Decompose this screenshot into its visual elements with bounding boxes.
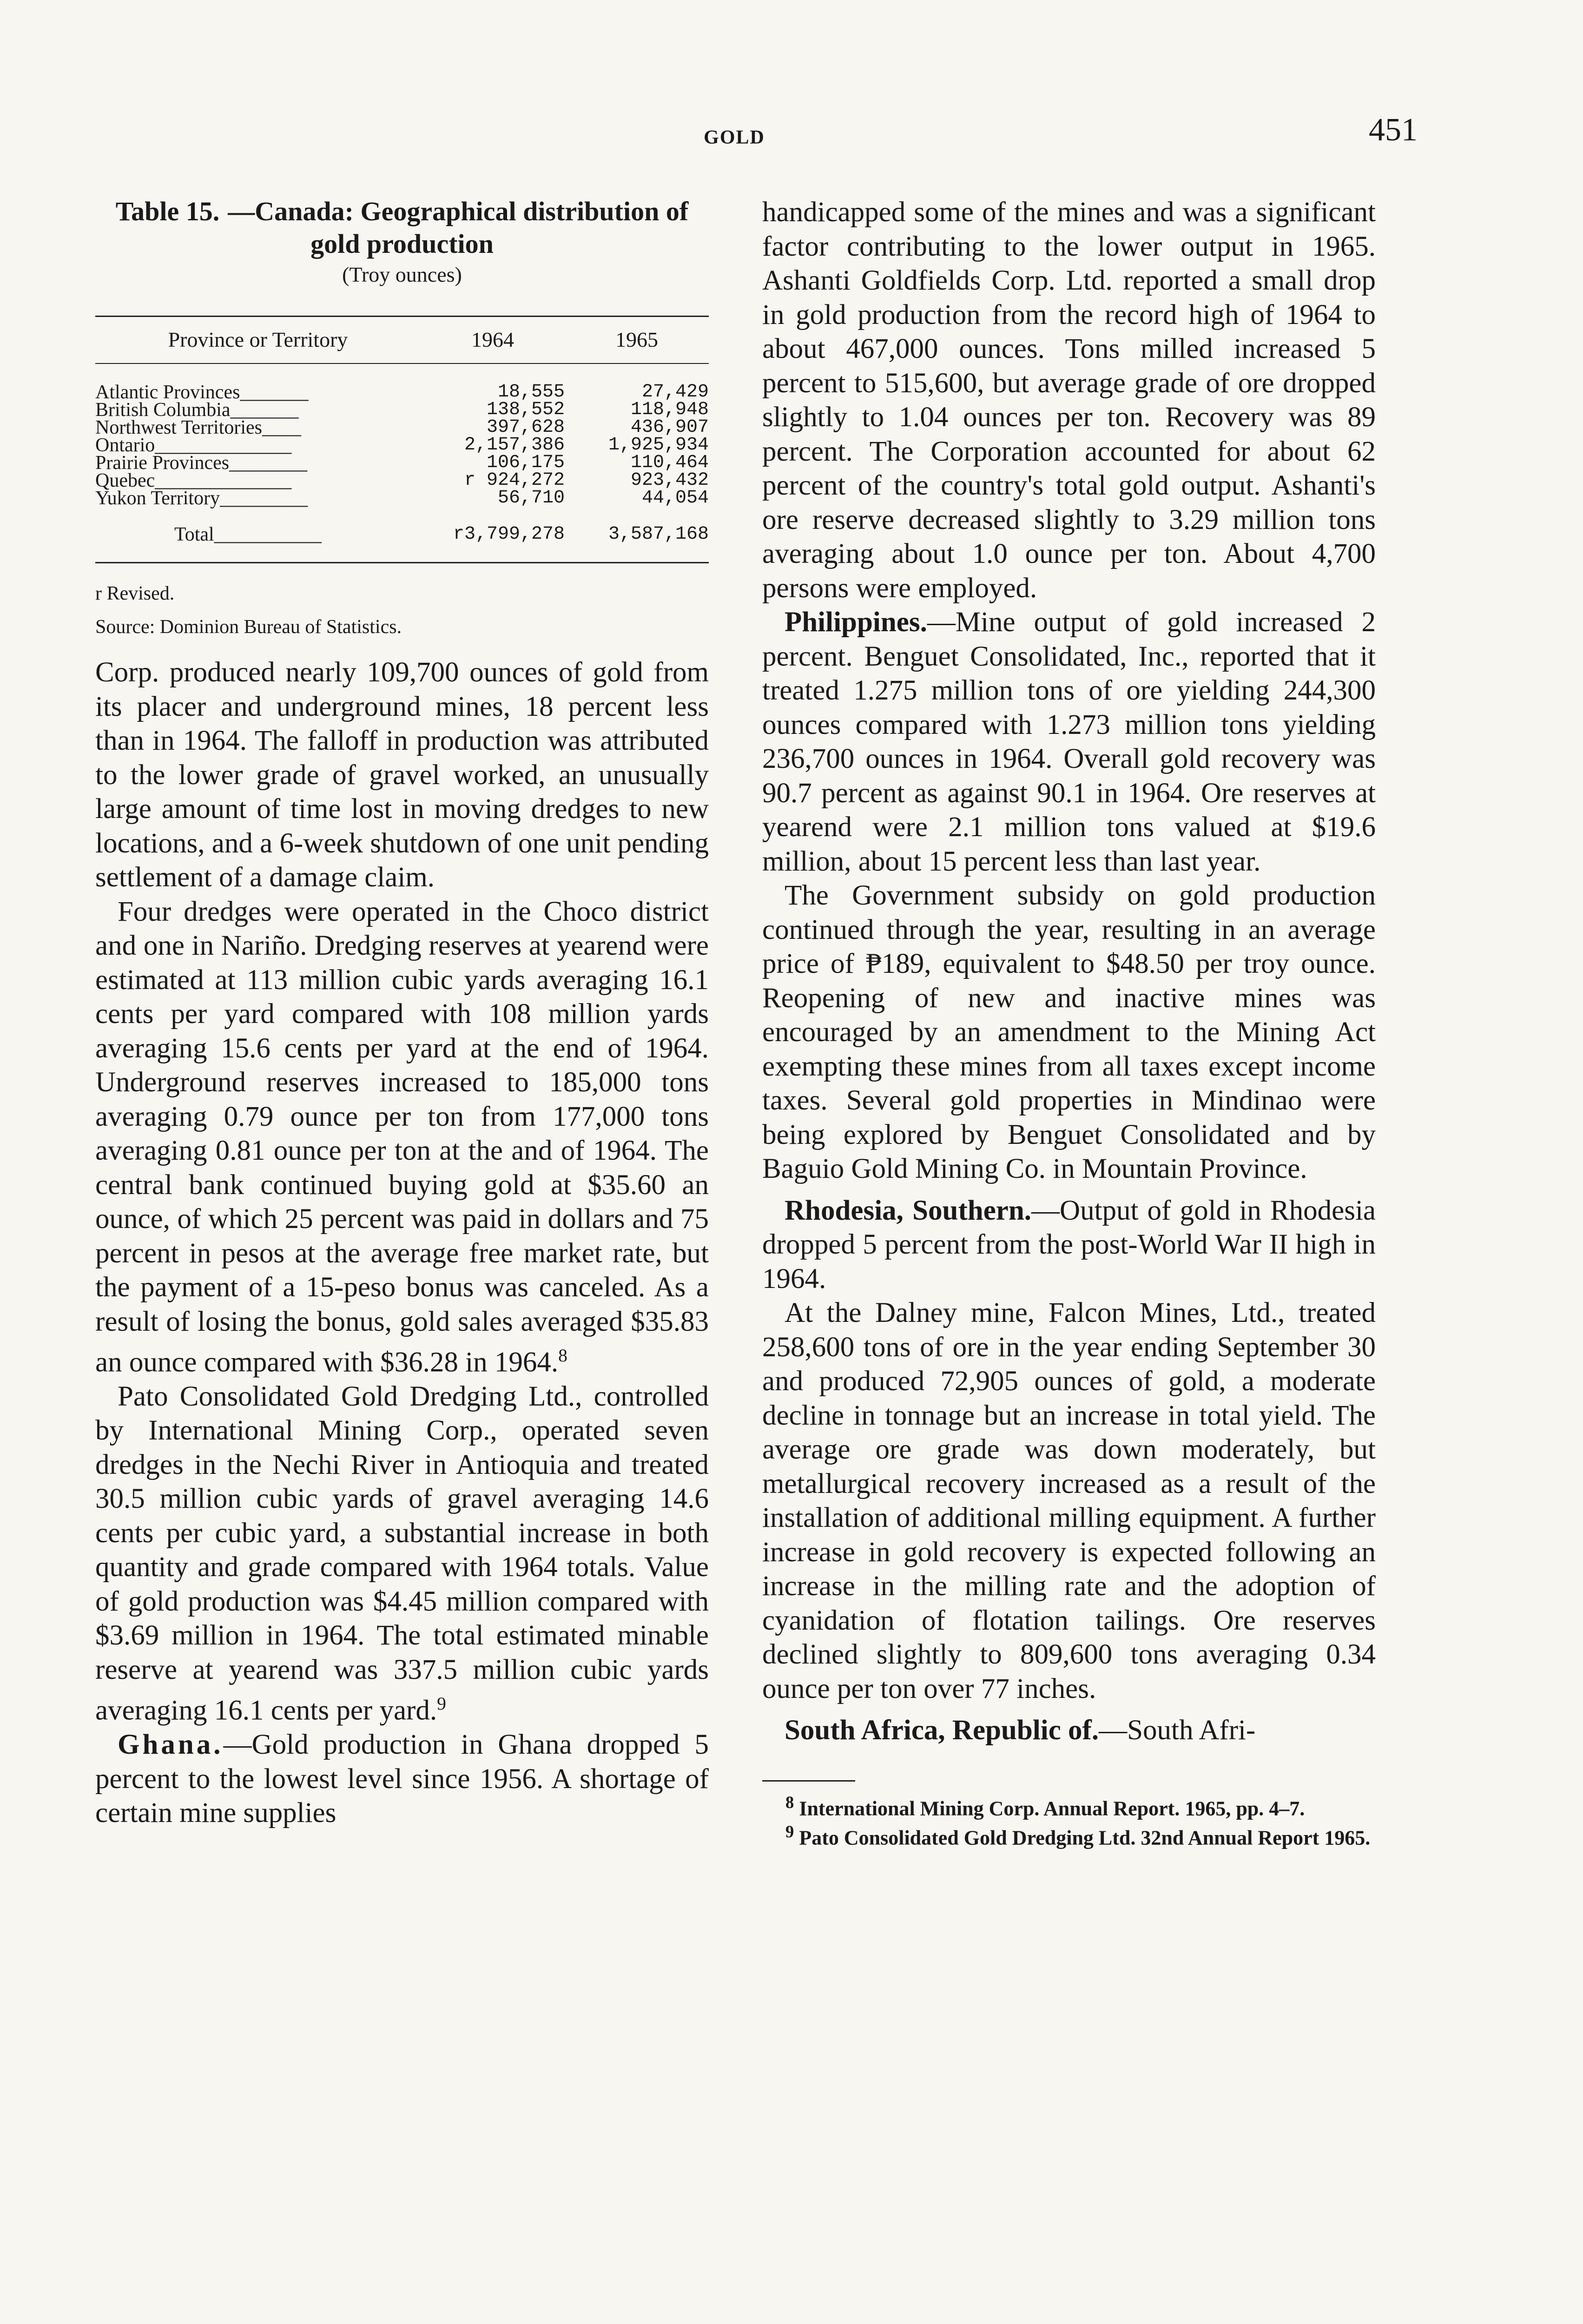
row-label: Quebec______________ — [95, 470, 292, 491]
row-label: Atlantic Provinces_______ — [95, 382, 309, 403]
paragraph: Four dredges were operated in the Choco district and one in Nariño. Dredging reserves at yearend were estimated at 113 million cubic yards averaging 16.1 cents per yard compared with 108 million yards averaging 15.6 cents per yard at the end of 1964. Underground reserves increased to 185,000 tons averaging 0.79 ounce per ton from 177,000 tons averaging 0.81 ounce per ton at the and of 1964. The central bank continued buying gold at $35.60 an ounce, of which 25 percent was paid in dollars and 75 percent in pesos at the average free market rate, but the payment of a 15-peso bonus was canceled. As a result of losing the bonus, gold sales averaged $35.83 an ounce compared with $36.28 in 1964.$^8$ — [95, 896, 709, 1378]
cell-1965: 436,907 — [630, 417, 709, 438]
revised-note: r Revised. — [95, 583, 175, 604]
footnote-rule — [762, 1780, 855, 1782]
cell-1964: r 924,272 — [464, 470, 565, 491]
paragraph: Pato Consolidated Gold Dredging Ltd., controlled by International Mining Corp., operated seven dredges in the Nechi River in Antioquia and treated 30.5 million cubic yards of gravel averaging 14.6 cents per cubic yard, a substantial increase in both quantity and grade compared with 1964 totals. Value of gold production was $4.45 million compared with $3.69 million in 1964. The total estimated minable reserve at yearend was 337.5 million cubic yards averaging 16.1 cents per yard.$^9$ — [95, 1380, 709, 1726]
page-number: 451 — [1369, 112, 1418, 148]
table-block — [95, 195, 709, 641]
production-table-body — [95, 364, 709, 562]
cell-1965: 110,464 — [630, 452, 709, 473]
cell-1965: 923,432 — [630, 470, 709, 491]
cell-1964: 56,710 — [497, 488, 565, 508]
source-note: Source: Dominion Bureau of Statistics. — [95, 616, 402, 638]
table-subtitle: (Troy ounces) — [342, 263, 462, 286]
table-row — [95, 364, 709, 401]
section-head: South Africa, Republic of. — [785, 1715, 1099, 1746]
table-row — [95, 401, 709, 419]
right-column — [762, 195, 1376, 1850]
column-header: 1964 — [471, 328, 514, 351]
total-label: Total___________ — [174, 524, 322, 545]
table-number: Table 15. — [115, 196, 220, 226]
left-column — [95, 195, 709, 1830]
cell-1964: 2,157,386 — [464, 435, 565, 456]
cell-1964: 397,628 — [486, 417, 565, 438]
column-header: Province or Territory — [168, 328, 348, 351]
cell-1964: 138,552 — [486, 399, 565, 420]
table-bottom-rule — [95, 562, 709, 563]
table-total-row — [95, 507, 709, 562]
paragraph: The Government subsidy on gold production continued through the year, resulting in an average price of ₱189, equivalent to $48.50 per troy ounce. Reopening of new and inactive mines was encouraged by an amendment to the Mining Act exempting these mines from all taxes except income taxes. Several gold properties in Mindinao were being explored by Benguet Consolidated and by Baguio Gold Mining Co. in Mountain Province. — [762, 880, 1376, 1184]
left-body-text — [95, 655, 709, 1830]
paragraph: Philippines.—Mine output of gold increased 2 percent. Benguet Consolidated, Inc., reported that it treated 1.275 million tons of ore yielding 244,300 ounces compared with 1.273 million tons yielding 236,700 ounces in 1964. Overall gold recovery was 90.7 percent as against 90.1 in 1964. Ore reserves at yearend were 2.1 million tons valued at $19.6 million, about 15 percent less than last year. — [762, 607, 1376, 877]
right-body-text — [762, 195, 1376, 1748]
cell-1965: 27,429 — [641, 382, 709, 403]
section-head: Philippines. — [785, 607, 927, 638]
cell-1964: 106,175 — [486, 452, 565, 473]
table-row — [95, 489, 709, 507]
cell-1964: 18,555 — [497, 382, 565, 403]
paragraph: At the Dalney mine, Falcon Mines, Ltd., treated 258,600 tons of ore in the year ending September 30 and produced 72,905 ounces of gold, a moderate decline in tonnage but an increase in total yield. The average ore grade was down moderately, but metallurgical recovery increased as a result of the installation of additional milling equipment. A further increase in gold recovery is expected following an increase in the milling rate and the adoption of cyanidation of flotation tailings. Ore reserves declined slightly to 809,600 tons averaging 0.34 ounce per ton over 77 inches. — [762, 1297, 1376, 1704]
paragraph: Rhodesia, Southern.—Output of gold in Rhodesia dropped 5 percent from the post-World War II high in 1964. — [762, 1195, 1376, 1294]
section-head: Ghana. — [118, 1729, 224, 1761]
column-header: 1965 — [615, 328, 658, 351]
production-table — [95, 317, 709, 363]
cell-1965: 44,054 — [641, 488, 709, 508]
row-label: Prairie Provinces________ — [95, 452, 308, 474]
paragraph: Ghana.—Gold production in Ghana dropped 5 percent to the lowest level since 1956. A shortage of certain mine supplies — [95, 1729, 709, 1829]
footnote-mark: 9 — [785, 1822, 794, 1842]
row-label: Ontario______________ — [95, 435, 292, 456]
table-notes — [95, 579, 709, 641]
table-title — [95, 195, 709, 260]
footnote-mark: 8 — [785, 1792, 794, 1812]
paragraph: South Africa, Republic of.—South Afri- — [785, 1715, 1256, 1746]
running-head: GOLD — [704, 127, 765, 148]
table-row — [95, 436, 709, 454]
table-row — [95, 472, 709, 489]
cell-1965: 118,948 — [630, 399, 709, 420]
paragraph: Corp. produced nearly 109,700 ounces of gold from its placer and underground mines, 18 percent less than in 1964. The falloff in production was attributed to the lower grade of gravel worked, an unusually large amount of time lost in moving dredges to new locations, and a 6-week shutdown of one unit pending settlement of a damage claim. — [95, 657, 709, 893]
row-label: Yukon Territory_________ — [95, 488, 308, 509]
footnote-ref: 8 — [558, 1345, 567, 1366]
footnote: $^8$ International Mining Corp. Annual Report. 1965, pp. 4–7. — [785, 1792, 1305, 1820]
table-row — [95, 419, 709, 436]
row-label: Northwest Territories____ — [95, 417, 302, 438]
cell-1965: 1,925,934 — [608, 435, 709, 456]
paragraph: handicapped some of the mines and was a significant factor contributing to the lower output in 1965. Ashanti Goldfields Corp. Ltd. reported a small drop in gold production from the record high of 1964 to about 467,000 ounces. Tons milled increased 5 percent to 515,600, but average grade of ore dropped slightly to 1.04 ounces per ton. Recovery was 89 percent. The Corporation accounted for about 62 percent of the country's total gold output. Ashanti's ore reserve decreased slightly to 3.29 million tons averaging about 1.0 ounce per ton. About 4,700 persons were employed. — [762, 197, 1376, 604]
section-head: Rhodesia, Southern. — [785, 1195, 1032, 1226]
table-header-row — [95, 317, 709, 363]
table-title-text: —Canada: Geographical distribution of gold production — [228, 196, 689, 259]
footnote: $^9$ Pato Consolidated Gold Dredging Ltd. 32nd Annual Report 1965. — [785, 1822, 1371, 1849]
total-1964: r3,799,278 — [453, 524, 565, 545]
row-label: British Columbia_______ — [95, 399, 299, 421]
footnotes — [762, 1780, 1376, 1850]
total-1965: 3,587,168 — [608, 524, 709, 545]
footnote-ref: 9 — [437, 1693, 446, 1714]
table-row — [95, 454, 709, 472]
